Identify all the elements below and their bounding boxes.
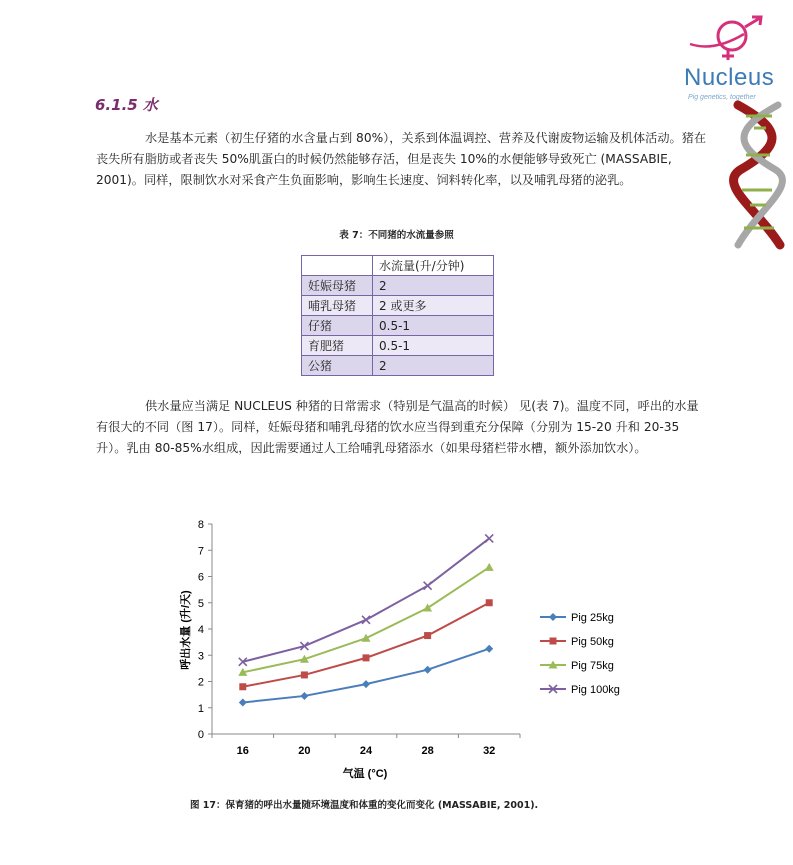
x-tick-label: 32	[483, 745, 496, 757]
y-tick-label: 1	[197, 702, 204, 715]
legend-label: Pig 75kg	[571, 660, 614, 672]
section-heading: 6.1.5 水	[95, 96, 158, 114]
table-cell: 0.5-1	[373, 316, 494, 336]
gender-symbol-icon	[684, 14, 774, 64]
table-cell: 0.5-1	[373, 336, 494, 356]
data-point	[424, 582, 432, 590]
legend-marker	[549, 613, 557, 621]
y-axis-label: 呼出水量 (升/天)	[180, 590, 192, 670]
table-cell: 2	[373, 276, 494, 296]
table-cell: 2	[373, 356, 494, 376]
data-point	[485, 534, 493, 542]
paragraph-text: 供水量应当满足 NUCLEUS 种猪的日常需求（特别是气温高的时候） 见(表 7)。温度不同，呼出的水量有很大的不同（图 17）。同样，妊娠母猪和哺乳母猪的饮水应当得到重充分保障（分别为 15-20 升和 20-35 升）。乳由 80-85%水组成，因此需要通过人工给哺乳母猪添水（如果母猪栏带水槽，额外添加饮水）。	[96, 399, 699, 455]
legend-label: Pig 25kg	[571, 612, 614, 624]
y-tick-label: 7	[197, 545, 204, 558]
brand-tagline: Pig genetics, together	[688, 94, 756, 101]
data-point	[363, 654, 370, 661]
table-row	[302, 296, 494, 316]
data-point	[362, 616, 370, 624]
table-row	[302, 316, 494, 336]
x-tick-label: 28	[421, 745, 434, 757]
table-cell: 妊娠母猪	[302, 276, 373, 296]
data-point	[301, 671, 308, 678]
table-row	[302, 356, 494, 376]
series-line	[243, 538, 489, 661]
data-point	[424, 632, 431, 639]
x-tick-label: 16	[236, 745, 249, 757]
water-exhalation-chart	[175, 510, 635, 785]
legend-label: Pig 50kg	[571, 636, 614, 648]
y-tick-label: 3	[197, 650, 204, 663]
figure-caption: 图 17：保育猪的呼出水量随环境温度和体重的变化而变化 (MASSABIE, 2001).	[190, 800, 539, 811]
legend-marker	[550, 638, 557, 645]
data-point	[485, 645, 493, 653]
chart-legend	[540, 612, 620, 696]
x-tick-label: 24	[359, 745, 373, 757]
chart-axes	[198, 519, 520, 757]
data-point	[300, 692, 308, 700]
brand-name: Nucleus	[684, 64, 775, 91]
water-flow-table	[301, 255, 494, 376]
y-tick-label: 4	[197, 624, 204, 636]
table-cell: 仔猪	[302, 316, 373, 336]
data-point	[485, 563, 494, 571]
table-cell: 育肥猪	[302, 336, 373, 356]
data-point	[423, 604, 432, 612]
table-header-cell	[302, 256, 373, 276]
paragraph-water-intro	[96, 128, 708, 191]
data-point	[239, 699, 247, 707]
table-row	[302, 276, 494, 296]
x-axis-label: 气温 (°C)	[342, 768, 388, 780]
paragraph-text: 水是基本元素（初生仔猪的水含量占到 80%），关系到体温调控、营养及代谢废物运输及机体活动。猪在丧失所有脂肪或者丧失 50%肌蛋白的时候仍然能够存活，但是丧失 10%的水便能够导致死亡 (MASSABIE, 2001)。同样，限制饮水对采食产生负面影响，影响生长速度、饲料转化率，以及哺乳母猪的泌乳。	[96, 131, 707, 187]
y-tick-label: 2	[197, 676, 204, 689]
y-tick-label: 8	[197, 519, 204, 531]
table-cell: 哺乳母猪	[302, 296, 373, 316]
series-line	[243, 603, 489, 687]
table-cell: 2 或更多	[373, 296, 494, 316]
y-tick-label: 5	[197, 597, 204, 610]
data-point	[424, 666, 432, 674]
data-point	[362, 680, 370, 688]
paragraph-water-supply	[96, 396, 708, 459]
legend-label: Pig 100kg	[571, 684, 620, 696]
data-point	[486, 599, 493, 606]
y-tick-label: 0	[197, 729, 204, 741]
table-cell: 公猪	[302, 356, 373, 376]
y-tick-label: 6	[197, 571, 204, 584]
chart-series	[238, 534, 493, 706]
table-header-row	[302, 256, 494, 276]
table-caption: 表 7：不同猪的水流量参照	[339, 230, 454, 241]
data-point	[239, 683, 246, 690]
nucleus-logo	[682, 14, 782, 100]
table-row	[302, 336, 494, 356]
table-header-cell: 水流量(升/分钟)	[373, 256, 494, 276]
x-tick-label: 20	[298, 745, 311, 757]
